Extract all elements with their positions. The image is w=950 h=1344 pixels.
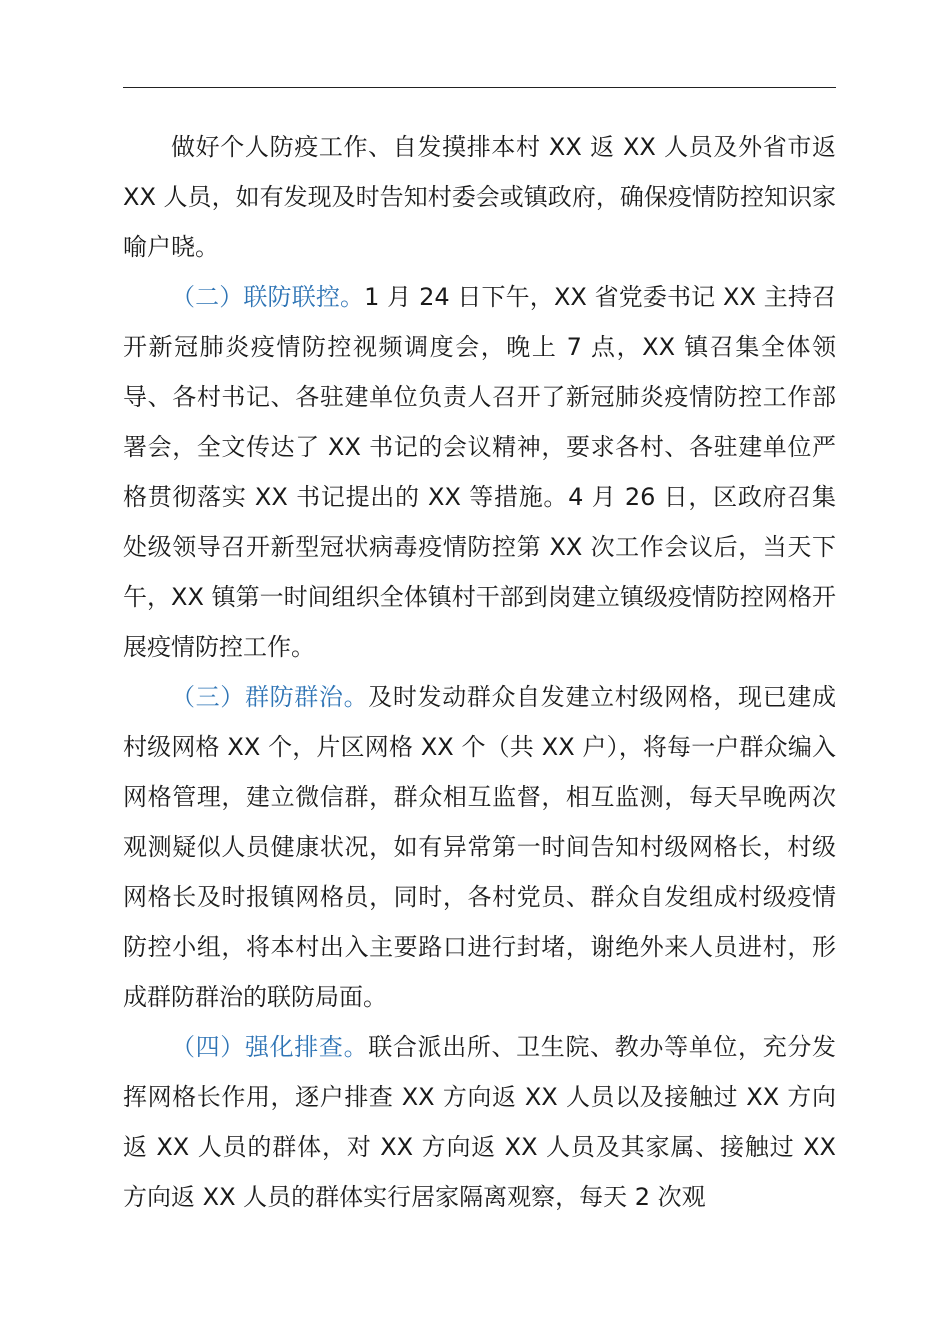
paragraph-4-text: 联合派出所、卫生院、教办等单位，充分发挥网格长作用，逐户排查 XX 方向返 XX 人员以及接触过 XX 方向返 XX 人员的群体，对 XX 方向返 XX 人员及其家属、接触过 XX 方向返 XX 人员的群体实行居家隔离观察，每天 2 次观	[123, 1033, 837, 1211]
paragraph-3-text: 及时发动群众自发建立村级网格，现已建成村级网格 XX 个，片区网格 XX 个（共 XX 户），将每一户群众编入网格管理，建立微信群，群众相互监督，相互监测，每天早晚两次观测疑似人员健康状况，如有异常第一时间告知村级网格长，村级网格长及时报镇网格员，同时，各村党员、群众自发组成村级疫情防控小组，将本村出入主要路口进行封堵，谢绝外来人员进村，形成群防群治的联防局面。	[123, 683, 837, 1011]
paragraph-4	[123, 1022, 836, 1222]
paragraph-1-text: 做好个人防疫工作、自发摸排本村 XX 返 XX 人员及外省市返 XX 人员，如有发现及时告知村委会或镇政府，确保疫情防控知识家喻户晓。	[123, 133, 836, 261]
section-heading-3: （三）群防群治。	[171, 683, 369, 711]
document-body	[123, 122, 836, 1222]
paragraph-3	[123, 672, 836, 1022]
header-rule	[123, 87, 836, 88]
paragraph-2-text: 1 月 24 日下午，XX 省党委书记 XX 主持召开新冠肺炎疫情防控视频调度会，晚上 7 点，XX 镇召集全体领导、各村书记、各驻建单位负责人召开了新冠肺炎疫情防控工作部署会，全文传达了 XX 书记的会议精神，要求各村、各驻建单位严格贯彻落实 XX 书记提出的 XX 等措施。4 月 26 日，区政府召集处级领导召开新型冠状病毒疫情防控第 XX 次工作会议后，当天下午，XX 镇第一时间组织全体镇村干部到岗建立镇级疫情防控网格开展疫情防控工作。	[123, 283, 836, 661]
section-heading-2: （二）联防联控。	[171, 283, 365, 311]
section-heading-4: （四）强化排查。	[171, 1033, 369, 1061]
paragraph-1	[123, 122, 836, 272]
paragraph-2	[123, 272, 836, 672]
